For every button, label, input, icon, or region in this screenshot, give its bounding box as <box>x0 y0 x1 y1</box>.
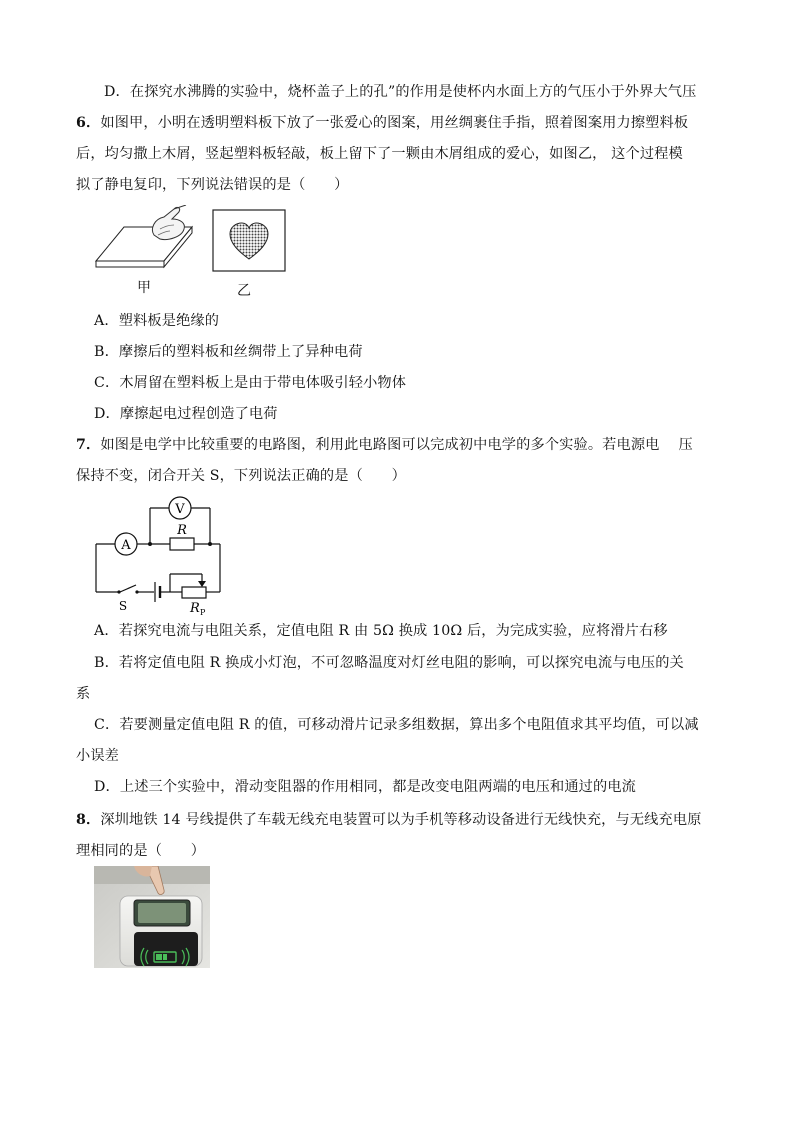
voltmeter-label: V <box>175 502 185 517</box>
circuit-diagram <box>92 494 224 618</box>
q8-number: 8． <box>76 812 101 828</box>
wireless-charger-photo <box>94 866 210 968</box>
q7-number: 7． <box>76 437 101 453</box>
rheostat-subscript: P <box>200 608 206 617</box>
q5-option-d: D．在探究水沸腾的实验中，烧杯盖子上的孔”的作用是使杯内水面上方的气压小于外界大气压 <box>104 84 697 100</box>
q8-stem-text-1: 深圳地铁 14 号线提供了车载无线充电装置可以为手机等移动设备进行无线快充，与无线充电原 <box>100 812 702 828</box>
q6-option-b: B．摩擦后的塑料板和丝绸带上了异种电荷 <box>94 344 363 360</box>
q7-option-c-line-2: 小误差 <box>76 748 120 764</box>
q7-stem-line-1 <box>76 435 693 455</box>
q7-option-b-line-1: B．若将定值电阻 R 换成小灯泡，不可忽略温度对灯丝电阻的影响，可以探究电流与电压的关 <box>94 655 684 671</box>
q6-number: 6． <box>76 115 101 131</box>
q6-stem-line-3: 拟了静电复印，下列说法错误的是（ ） <box>76 177 349 193</box>
figure-yi-heart-plate <box>212 209 288 273</box>
ammeter-label: A <box>121 538 131 553</box>
q7-option-a: A．若探究电流与电阻关系，定值电阻 R 由 5Ω 换成 10Ω 后，为完成实验，应将滑片右移 <box>94 623 668 639</box>
figure-jia-label: 甲 <box>137 280 151 296</box>
q6-stem-line-2: 后，均匀撒上木屑，竖起塑料板轻敲，板上留下了一颗由木屑组成的爱心，如图乙， 这个过程模 <box>76 146 683 162</box>
q7-stem-text-1: 如图是电学中比较重要的电路图，利用此电路图可以完成初中电学的多个实验。若电源电 压 <box>100 437 693 453</box>
q6-option-a: A．塑料板是绝缘的 <box>94 313 220 329</box>
q7-option-d: D．上述三个实验中，滑动变阻器的作用相同，都是改变电阻两端的电压和通过的电流 <box>94 779 637 795</box>
q8-stem-line-1 <box>76 810 702 830</box>
q7-option-c-line-1: C．若要测量定值电阻 R 的值，可移动滑片记录多组数据，算出多个电阻值求其平均值，可以减 <box>94 717 699 733</box>
switch-symbol <box>120 585 136 592</box>
q6-option-d: D．摩擦起电过程创造了电荷 <box>94 406 278 422</box>
figure-jia-plate <box>94 205 194 271</box>
q7-option-b-line-2: 系 <box>76 686 91 702</box>
resistor-label: R <box>177 523 187 538</box>
q6-stem-line-1 <box>76 113 688 133</box>
q6-stem-text-1: 如图甲，小明在透明塑料板下放了一张爱心的图案，用丝绸裹住手指，照着图案用力擦塑料板 <box>100 115 689 131</box>
q7-stem-line-2: 保持不变，闭合开关 S，下列说法正确的是（ ） <box>76 468 406 484</box>
q6-option-c: C．木屑留在塑料板上是由于带电体吸引轻小物体 <box>94 375 407 391</box>
switch-label: S <box>118 599 128 613</box>
rheostat-symbol <box>182 587 206 598</box>
figure-yi-label: 乙 <box>237 283 251 299</box>
rheostat-label: R <box>190 601 200 616</box>
q8-stem-line-2: 理相同的是（ ） <box>76 843 206 859</box>
resistor-symbol <box>170 538 194 550</box>
